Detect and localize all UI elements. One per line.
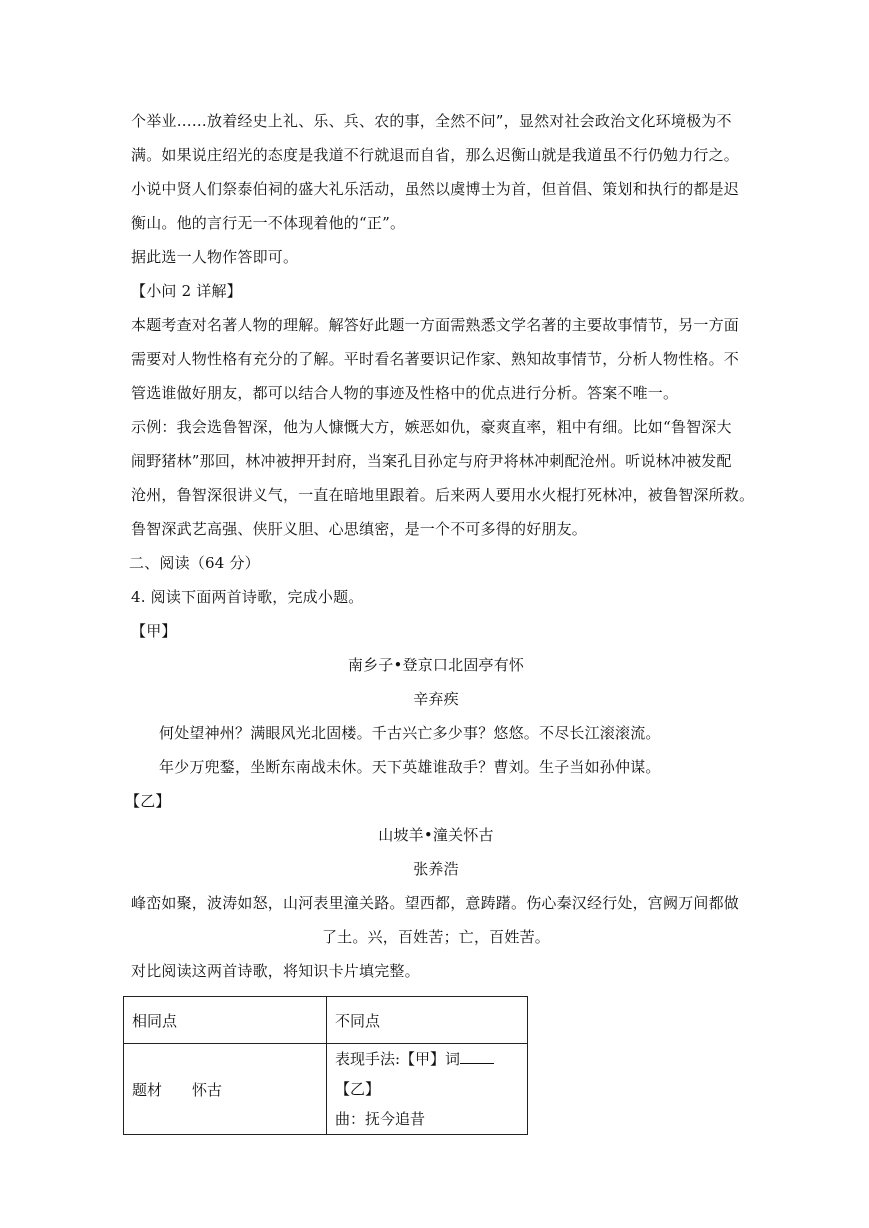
text-line: 满。如果说庄绍光的态度是我道不行就退而自省，那么迟衡山就是我道虽不行仍勉力行之。: [131, 146, 740, 164]
instruction: 对比阅读这两首诗歌，将知识卡片填完整。: [131, 962, 420, 980]
poem-jia-line: 年少万兜鍪，坐断东南战未休。天下英雄谁敌手？曹刘。生子当如孙仲谋。: [159, 758, 661, 776]
text-line: 据此选一人物作答即可。: [131, 248, 299, 266]
poem-jia-label: 【甲】: [131, 622, 177, 640]
knowledge-card-table: [123, 996, 528, 1135]
topic-cell: [124, 1044, 327, 1135]
table-row: [124, 1044, 528, 1135]
document-page: [125, 104, 755, 1135]
text-line: 闹野猪林”那回，林冲被押开封府，当案孔目孙定与府尹将林冲刺配沧州。听说林冲被发配: [131, 452, 732, 470]
poem-yi-author: 张养浩: [413, 860, 459, 878]
poem-jia-author: 辛弃疾: [413, 690, 459, 708]
topic-value: 怀古: [192, 1080, 223, 1099]
text-line: 鲁智深武艺高强、侠肝义胆、心思缜密，是一个不可多得的好朋友。: [131, 520, 588, 538]
poem-yi-line: 峰峦如聚，波涛如怒，山河表里潼关路。望西都，意踌躇。伤心秦汉经行处，宫阙万间都做: [131, 894, 740, 912]
subquestion-heading: 【小问 2 详解】: [131, 282, 242, 300]
topic-label: 题材: [132, 1080, 163, 1099]
text-line: 衡山。他的言行无一不体现着他的“正”。: [131, 214, 406, 232]
header-same: 相同点: [124, 997, 327, 1044]
section-heading: 二、阅读（64 分）: [129, 554, 260, 572]
diff-prefix: 表现手法:【甲】词: [335, 1050, 461, 1068]
diff-line2: 曲：抚今追昔: [335, 1110, 426, 1128]
text-line: 示例：我会选鲁智深，他为人慷慨大方，嫉恶如仇，豪爽直率，粗中有细。比如“鲁智深大: [131, 418, 732, 436]
poem-yi-line: 了土。兴，百姓苦；亡，百姓苦。: [321, 928, 550, 946]
text-line: 本题考查对名著人物的理解。解答好此题一方面需熟悉文学名著的主要故事情节，另一方面: [131, 316, 740, 334]
header-diff: 不同点: [327, 997, 528, 1044]
text-line: 沧州，鲁智深很讲义气，一直在暗地里跟着。后来两人要用水火棍打死林冲，被鲁智深所救。: [131, 486, 755, 504]
poem-yi-title: 山坡羊•潼关怀古: [378, 826, 494, 844]
diff-cell: [327, 1044, 528, 1135]
poem-jia-line: 何处望神州？满眼风光北固楼。千古兴亡多少事？悠悠。不尽长江滚滚流。: [159, 724, 661, 742]
question-prompt: 4. 阅读下面两首诗歌，完成小题。: [131, 588, 364, 606]
text-line: 小说中贤人们祭泰伯祠的盛大礼乐活动，虽然以虞博士为首，但首倡、策划和执行的都是迟: [131, 180, 740, 198]
poem-jia-title: 南乡子•登京口北固亭有怀: [347, 656, 525, 674]
text-line: 管选谁做好朋友，都可以结合人物的事迹及性格中的优点进行分析。答案不唯一。: [131, 384, 679, 402]
text-line: 个举业……放着经史上礼、乐、兵、农的事，全然不问”，显然对社会政治文化环境极为不: [131, 112, 732, 130]
diff-suffix: 【乙】: [335, 1080, 381, 1098]
poem-yi-label: 【乙】: [125, 792, 171, 810]
text-line: 需要对人物性格有充分的了解。平时看名著要识记作家、熟知故事情节，分析人物性格。不: [131, 350, 740, 368]
answer-blank[interactable]: [460, 1049, 494, 1064]
table-row: [124, 997, 528, 1044]
